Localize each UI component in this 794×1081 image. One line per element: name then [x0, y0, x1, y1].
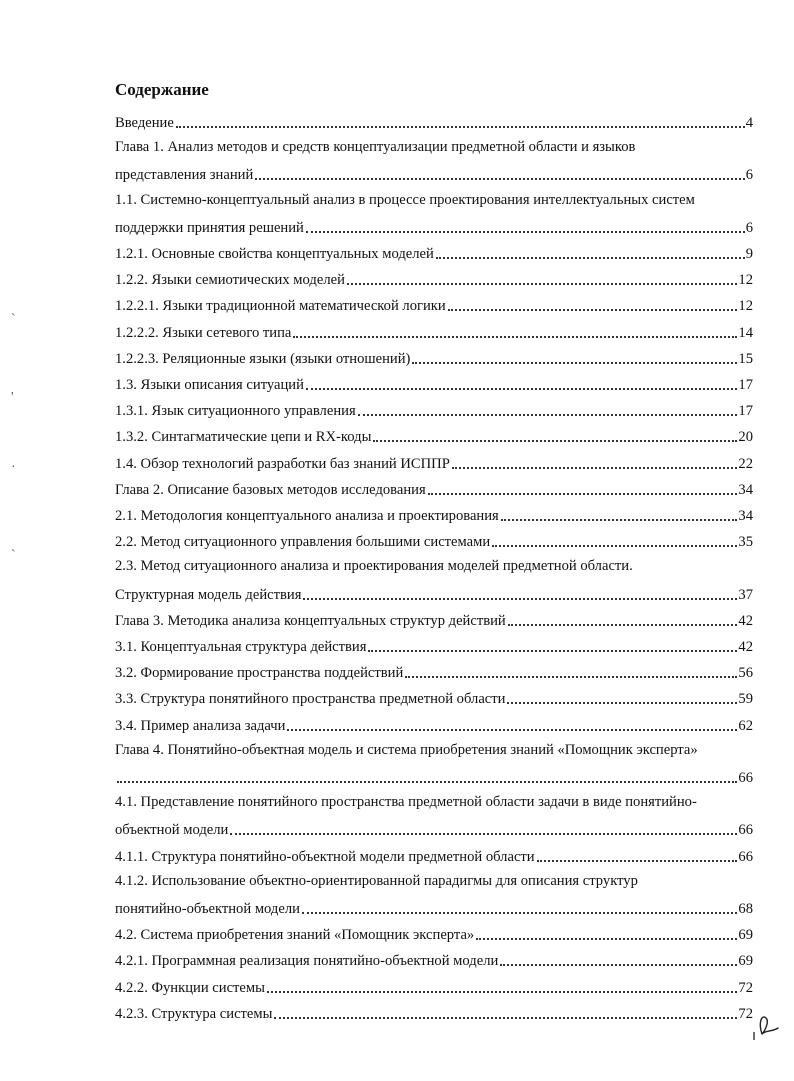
toc-page-number: 14: [738, 324, 753, 341]
toc-page-number: 35: [738, 534, 753, 551]
toc-page-number: 66: [738, 770, 753, 786]
toc-entry-text: 1.2.1. Основные свойства концептуальных моделей: [115, 246, 434, 262]
dot-leader: [507, 701, 737, 704]
dot-leader: [347, 282, 738, 285]
toc-entry-text: Введение: [115, 115, 174, 131]
toc-page-number: 6: [745, 167, 753, 184]
toc-entry-text: 3.3. Структура понятийного пространства предметной области: [115, 691, 506, 708]
toc-entry[interactable]: [115, 505, 753, 525]
toc-entry-text: 1.4. Обзор технологий разработки баз знаний ИСППР: [115, 455, 450, 472]
toc-entry[interactable]: [115, 688, 753, 708]
toc-entry-text: 1.2.2.3. Реляционные языки (языки отношений): [115, 350, 411, 367]
toc-page-number: 34: [738, 481, 753, 498]
dot-leader: [230, 832, 737, 835]
toc-entry[interactable]: [115, 295, 753, 315]
toc-entry-text: 1.1. Системно-концептуальный анализ в процессе проектирования интеллектуальных систем: [115, 191, 695, 208]
toc-page-number: 34: [738, 508, 753, 524]
toc-entry[interactable]: [115, 348, 753, 368]
toc-page-number: 22: [738, 455, 753, 472]
margin-mark: ': [11, 390, 14, 405]
toc-entry[interactable]: [115, 1003, 753, 1023]
dot-leader: [373, 439, 737, 442]
toc-page-number: 42: [738, 639, 753, 655]
toc-entry-text: 4.2.1. Программная реализация понятийно-объектной модели: [115, 953, 499, 970]
toc-entry-text: представления знаний: [115, 167, 254, 184]
dot-leader: [476, 937, 737, 940]
toc-entry-text: 1.3. Языки описания ситуаций: [115, 377, 304, 393]
toc-page-number: 72: [738, 1005, 753, 1022]
toc-page-number: 42: [738, 612, 753, 629]
dot-leader: [303, 597, 737, 600]
toc-page-number: 62: [738, 717, 753, 734]
dot-leader: [500, 963, 737, 966]
toc-entry[interactable]: [115, 662, 753, 682]
toc-page-number: 4: [745, 115, 753, 131]
toc-entry-text: 4.2. Система приобретения знаний «Помощник эксперта»: [115, 927, 475, 944]
toc-entry[interactable]: [115, 374, 753, 394]
toc-entry-text: Глава 3. Методика анализа концептуальных структур действий: [115, 612, 506, 629]
toc-entry[interactable]: [115, 400, 753, 420]
toc-page-number: 69: [738, 953, 753, 970]
toc-page-number: 66: [738, 848, 753, 865]
toc-entry-text: Структурная модель действия: [115, 586, 302, 603]
toc-page-number: 72: [738, 979, 753, 996]
dot-leader: [302, 911, 737, 914]
toc-entry[interactable]: [115, 898, 753, 918]
toc-entry-text: 4.1.2. Использование объектно-ориентированной парадигмы для описания структур: [115, 872, 638, 889]
toc-page-number: 17: [738, 403, 753, 420]
dot-leader: [452, 466, 738, 469]
toc-entry[interactable]: [115, 531, 753, 551]
dot-leader: [405, 675, 737, 678]
toc-entry[interactable]: [115, 426, 753, 446]
dot-leader: [255, 177, 744, 180]
dot-leader: [508, 623, 738, 626]
toc-entry-text: 3.4. Пример анализа задачи: [115, 717, 286, 734]
margin-mark: `: [11, 548, 16, 563]
handwritten-page-mark: [748, 1010, 784, 1044]
toc-entry-text: 2.3. Метод ситуационного анализа и проектирования моделей предметной области.: [115, 558, 633, 575]
toc-entry[interactable]: [115, 819, 753, 839]
toc-entry-text: Глава 1. Анализ методов и средств концептуализации предметной области и языков: [115, 139, 636, 156]
toc-entry[interactable]: [115, 767, 753, 787]
dot-leader: [274, 1016, 737, 1019]
dot-leader: [412, 361, 737, 364]
dot-leader: [287, 728, 737, 731]
toc-entry-text: Глава 2. Описание базовых методов исследования: [115, 481, 426, 498]
toc-page-number: 56: [738, 665, 753, 682]
dot-leader: [306, 387, 737, 390]
toc-entry-text: 1.2.2.2. Языки сетевого типа: [115, 324, 292, 341]
dot-leader: [448, 308, 738, 311]
margin-mark: `: [11, 312, 16, 327]
toc-entry-text: 1.2.2.1. Языки традиционной математической логики: [115, 298, 446, 315]
toc-page-number: 12: [738, 298, 753, 315]
toc-page-number: 20: [738, 429, 753, 446]
toc-entry-text: 4.2.3. Структура системы: [115, 1005, 273, 1022]
toc-entry[interactable]: [115, 453, 753, 473]
dot-leader: [492, 544, 737, 547]
dot-leader: [428, 492, 738, 495]
dot-leader: [117, 780, 737, 783]
toc-entry-text: 1.3.1. Язык ситуационного управления: [115, 403, 356, 420]
toc-entry-text: 2.1. Методология концептуального анализа и проектирования: [115, 508, 499, 524]
toc-page-number: 69: [738, 927, 753, 944]
dot-leader: [176, 125, 745, 128]
toc-entry-text: 2.2. Метод ситуационного управления большими системами: [115, 534, 491, 551]
dot-leader: [293, 335, 737, 338]
toc-entry-text: 1.3.2. Синтагматические цепи и RX-коды: [115, 429, 372, 446]
toc-page-number: 17: [738, 377, 753, 393]
toc-entry[interactable]: [115, 715, 753, 735]
toc-page-number: 37: [738, 586, 753, 603]
toc-entry-text: 4.2.2. Функции системы: [115, 979, 265, 996]
toc-entry[interactable]: [115, 924, 753, 944]
toc-entry[interactable]: [115, 243, 753, 263]
toc-entry[interactable]: [115, 584, 753, 604]
toc-entry[interactable]: [115, 164, 753, 184]
toc-entry-text: 3.2. Формирование пространства поддействий: [115, 665, 404, 682]
toc-entry-text: поддержки принятия решений: [115, 219, 304, 236]
toc-entry-text: 4.1. Представление понятийного пространства предметной области задачи в виде понятийно-: [115, 794, 697, 811]
toc-entry[interactable]: [115, 977, 753, 997]
toc-entry[interactable]: [115, 610, 753, 630]
toc-entry-text: 4.1.1. Структура понятийно-объектной модели предметной области: [115, 848, 535, 865]
toc-page-number: 12: [738, 272, 753, 289]
toc-page-number: 15: [738, 350, 753, 367]
dot-leader: [368, 649, 737, 652]
page-title: Содержание: [115, 80, 209, 99]
toc-entry[interactable]: [115, 950, 753, 970]
toc-entry[interactable]: [115, 269, 753, 289]
toc-entry[interactable]: [115, 217, 753, 237]
dot-leader: [306, 230, 745, 233]
toc-page-number: 9: [745, 246, 753, 262]
margin-mark: ·: [11, 460, 16, 475]
toc-entry-text: объектной модели: [115, 822, 229, 839]
toc-entry-text: 1.2.2. Языки семиотических моделей: [115, 272, 345, 289]
toc-entry[interactable]: [115, 636, 753, 656]
toc-entry-text: 3.1. Концептуальная структура действия: [115, 639, 367, 655]
toc-entry[interactable]: [115, 479, 753, 499]
dot-leader: [267, 990, 737, 993]
toc-page-number: 68: [738, 901, 753, 917]
toc-entry[interactable]: [115, 112, 753, 132]
toc-page-number: 66: [738, 822, 753, 839]
dot-leader: [501, 518, 738, 521]
toc-page-number: 59: [738, 691, 753, 708]
dot-leader: [537, 859, 738, 862]
toc-entry[interactable]: [115, 322, 753, 342]
toc-entry[interactable]: [115, 846, 753, 866]
toc-entry-text: понятийно-объектной модели: [115, 901, 300, 917]
toc-entry-text: Глава 4. Понятийно-объектная модель и система приобретения знаний «Помощник эксперта»: [115, 741, 698, 758]
dot-leader: [436, 256, 745, 259]
toc-page-number: 6: [745, 219, 753, 236]
dot-leader: [358, 413, 738, 416]
